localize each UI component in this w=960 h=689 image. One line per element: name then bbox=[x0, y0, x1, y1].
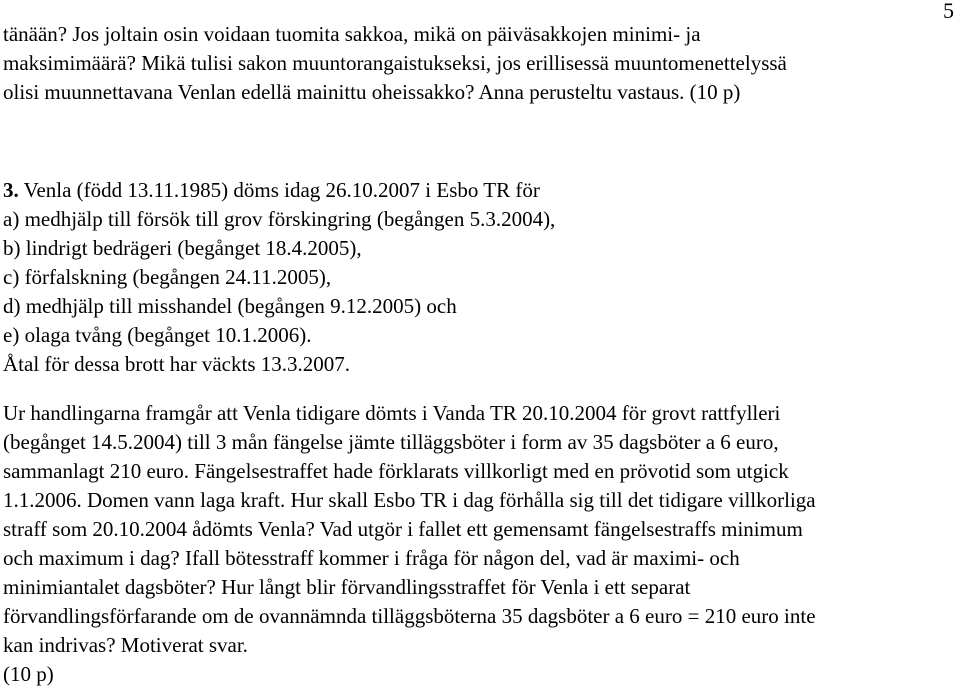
text-line: sammanlagt 210 euro. Fängelsestraffet hade förklarats villkorligt med en prövotid som utgick bbox=[3, 459, 789, 483]
text-line: tänään? Jos joltain osin voidaan tuomita sakkoa, mikä on päiväsakkojen minimi- ja bbox=[3, 22, 701, 46]
page-number: 5 bbox=[943, 0, 954, 23]
points-label: (10 p) bbox=[3, 662, 54, 686]
question-heading-text: Venla (född 13.11.1985) döms idag 26.10.2007 i Esbo TR för bbox=[18, 178, 540, 202]
offence-item-d: d) medhjälp till misshandel (begången 9.12.2005) och bbox=[3, 294, 457, 318]
text-line: maksimimäärä? Mikä tulisi sakon muuntorangaistukseksi, jos erillisessä muuntomenettelyssä bbox=[3, 51, 787, 75]
text-line: Ur handlingarna framgår att Venla tidigare dömts i Vanda TR 20.10.2004 för grovt rattfylleri bbox=[3, 401, 781, 425]
offence-item-c: c) förfalskning (begången 24.11.2005), bbox=[3, 265, 332, 289]
text-line: kan indrivas? Motiverat svar. bbox=[3, 633, 248, 657]
text-line: (begånget 14.5.2004) till 3 mån fängelse jämte tilläggsböter i form av 35 dagsböter a 6 euro, bbox=[3, 430, 779, 454]
text-line: förvandlingsförfarande om de ovannämnda tilläggsböterna 35 dagsböter a 6 euro = 210 euro inte bbox=[3, 604, 816, 628]
charge-line: Åtal för dessa brott har väckts 13.3.2007. bbox=[3, 352, 351, 376]
text-line: straff som 20.10.2004 ådömts Venla? Vad utgör i fallet ett gemensamt fängelsestraffs minimum bbox=[3, 517, 803, 541]
offence-item-e: e) olaga tvång (begånget 10.1.2006). bbox=[3, 323, 312, 347]
question-heading bbox=[3, 176, 540, 205]
text-line: och maximum i dag? Ifall bötesstraff kommer i fråga för någon del, vad är maximi- och bbox=[3, 546, 740, 570]
offence-item-a: a) medhjälp till försök till grov förskingring (begången 5.3.2004), bbox=[3, 207, 556, 231]
text-line: olisi muunnettavana Venlan edellä mainittu oheissakko? Anna perusteltu vastaus. (10 p) bbox=[3, 80, 741, 104]
text-line: 1.1.2006. Domen vann laga kraft. Hur skall Esbo TR i dag förhålla sig till det tidigare villkorliga bbox=[3, 488, 816, 512]
offence-item-b: b) lindrigt bedrägeri (begånget 18.4.2005), bbox=[3, 236, 362, 260]
text-line: minimiantalet dagsböter? Hur långt blir förvandlingsstraffet för Venla i ett separat bbox=[3, 575, 691, 599]
question-number: 3. bbox=[3, 178, 19, 202]
